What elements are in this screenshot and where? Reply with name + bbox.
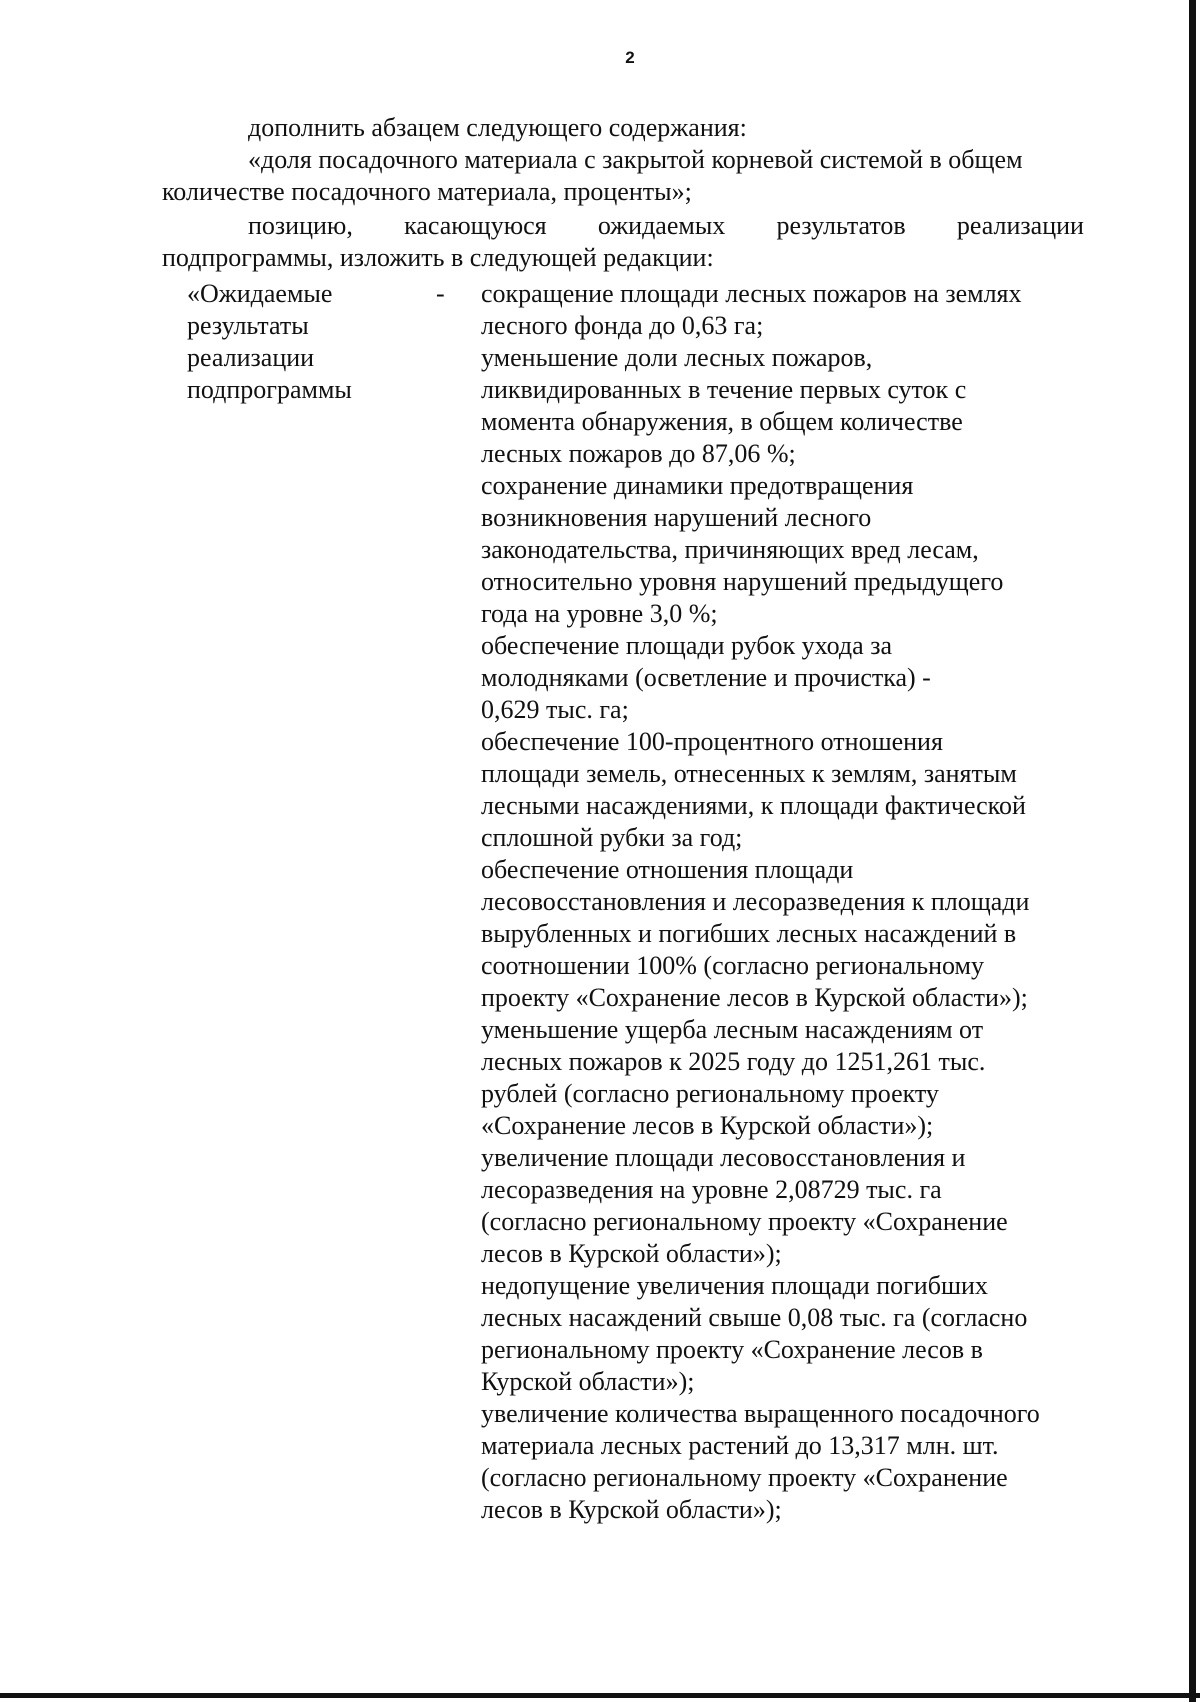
result-line: материала лесных растений до 13,317 млн. шт.: [481, 1431, 999, 1460]
scan-edge-bottom: [0, 1693, 1200, 1698]
intro-line-5: подпрограммы, изложить в следующей редакции:: [162, 243, 714, 272]
result-line: лесов в Курской области»);: [481, 1239, 782, 1268]
result-line: 0,629 тыс. га;: [481, 695, 629, 724]
result-line: (согласно региональному проекту «Сохранение: [481, 1207, 1008, 1236]
result-line: уменьшение доли лесных пожаров,: [481, 343, 873, 372]
scan-edge-right: [1189, 0, 1196, 1702]
result-line: рублей (согласно региональному проекту: [481, 1079, 939, 1108]
page-number: 2: [625, 48, 635, 67]
result-line: лесными насаждениями, к площади фактической: [481, 791, 1026, 820]
intro-line-2: «доля посадочного материала с закрытой корневой системой в общем: [248, 145, 1023, 174]
intro-line-4-word: касающуюся: [404, 211, 547, 240]
intro-line-1: дополнить абзацем следующего содержания:: [248, 113, 747, 142]
intro-line-4-word: ожидаемых: [597, 211, 726, 240]
result-line: лесов в Курской области»);: [481, 1495, 782, 1524]
result-line: недопущение увеличения площади погибших: [481, 1271, 988, 1300]
result-line: лесовосстановления и лесоразведения к площади: [481, 887, 1030, 916]
result-line: лесных насаждений свыше 0,08 тыс. га (согласно: [481, 1303, 1028, 1332]
result-line: обеспечение отношения площади: [481, 855, 854, 884]
result-line: обеспечение площади рубок ухода за: [481, 631, 893, 660]
result-line: лесного фонда до 0,63 га;: [481, 311, 764, 340]
intro-line-3: количестве посадочного материала, проценты»;: [162, 177, 692, 206]
expected-results-text: [481, 278, 1101, 1526]
position-label-line: результаты: [187, 311, 309, 340]
result-line: площади земель, отнесенных к землям, занятым: [481, 759, 1017, 788]
position-label-line: «Ожидаемые: [187, 279, 333, 308]
result-line: лесных пожаров к 2025 году до 1251,261 тыс.: [481, 1047, 986, 1076]
position-label: [187, 278, 407, 406]
position-label-line: реализации: [187, 343, 315, 372]
result-line: возникновения нарушений лесного: [481, 503, 872, 532]
result-line: года на уровне 3,0 %;: [481, 599, 718, 628]
result-line: региональному проекту «Сохранение лесов в: [481, 1335, 983, 1364]
result-line: обеспечение 100-процентного отношения: [481, 727, 943, 756]
result-line: вырубленных и погибших лесных насаждений в: [481, 919, 1017, 948]
result-line: молодняками (осветление и прочистка) -: [481, 663, 931, 692]
result-line: соотношении 100% (согласно региональному: [481, 951, 984, 980]
result-line: лесоразведения на уровне 2,08729 тыс. га: [481, 1175, 942, 1204]
intro-line-4-word: результатов: [776, 211, 906, 240]
result-line: законодательства, причиняющих вред лесам,: [481, 535, 979, 564]
result-line: увеличение площади лесовосстановления и: [481, 1143, 966, 1172]
result-line: лесных пожаров до 87,06 %;: [481, 439, 796, 468]
label-dash: -: [436, 279, 445, 308]
result-line: уменьшение ущерба лесным насаждениям от: [481, 1015, 984, 1044]
position-label-line: подпрограммы: [187, 375, 352, 404]
intro-line-4-word: реализации: [956, 211, 1084, 240]
intro-line-4-word: позицию,: [248, 211, 353, 240]
result-line: сплошной рубки за год;: [481, 823, 743, 852]
result-line: сокращение площади лесных пожаров на землях: [481, 279, 1022, 308]
result-line: момента обнаружения, в общем количестве: [481, 407, 963, 436]
result-line: «Сохранение лесов в Курской области»);: [481, 1111, 934, 1140]
intro-line-4: [248, 210, 1084, 242]
result-line: относительно уровня нарушений предыдущего: [481, 567, 1004, 596]
result-line: проекту «Сохранение лесов в Курской области»);: [481, 983, 1028, 1012]
result-line: ликвидированных в течение первых суток с: [481, 375, 967, 404]
result-line: Курской области»);: [481, 1367, 695, 1396]
result-line: увеличение количества выращенного посадочного: [481, 1399, 1040, 1428]
result-line: сохранение динамики предотвращения: [481, 471, 914, 500]
result-line: (согласно региональному проекту «Сохранение: [481, 1463, 1008, 1492]
